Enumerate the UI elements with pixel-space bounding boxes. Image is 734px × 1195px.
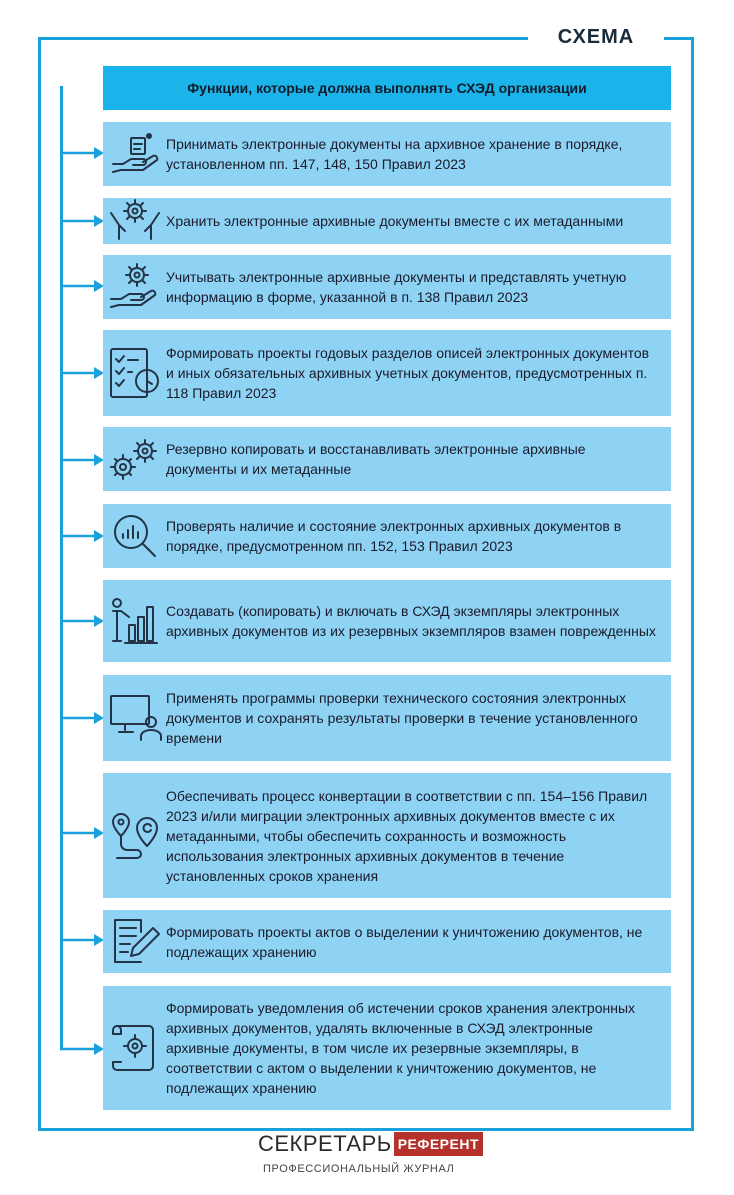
diagram-header: Функции, которые должна выполнять СХЭД организации bbox=[103, 66, 671, 110]
function-item-5 bbox=[103, 427, 671, 491]
connector-arrow-7 bbox=[60, 614, 104, 628]
document-pen-icon bbox=[105, 912, 165, 972]
function-item-2 bbox=[103, 198, 671, 244]
logo-referent: РЕФЕРЕНТ bbox=[394, 1132, 483, 1156]
function-text-2: Хранить электронные архивные документы вместе с их метаданными bbox=[166, 213, 624, 229]
schema-label: СХЕМА bbox=[528, 22, 664, 52]
connector-arrow-10 bbox=[60, 933, 104, 947]
connector-trunk bbox=[60, 86, 63, 1049]
function-text-4: Формировать проекты годовых разделов описей электронных документов и иных обязательных архивных учетных документов, предусмотренных п. 118 Правил 2023 bbox=[166, 345, 650, 401]
function-item-4 bbox=[103, 330, 671, 416]
hand-gear-icon bbox=[105, 257, 165, 317]
magnifier-chart-icon bbox=[105, 506, 165, 566]
logo-sekretar: СЕКРЕТАРЬ bbox=[258, 1131, 392, 1156]
connector-arrow-6 bbox=[60, 529, 104, 543]
hands-gear-icon bbox=[105, 191, 165, 251]
function-text-11: Формировать уведомления об истечении сроков хранения электронных архивных документов, удалять включенные в СХЭД электронные архивные документы, в том числе их резервные экземпляры, в соответствии с актом о выделении к уничтожению документов, не подлежащих хранению bbox=[166, 1000, 635, 1096]
route-pins-icon bbox=[105, 806, 165, 866]
gears-icon bbox=[105, 429, 165, 489]
connector-arrow-2 bbox=[60, 214, 104, 228]
hand-document-icon bbox=[105, 124, 165, 184]
function-text-6: Проверять наличие и состояние электронных архивных документов в порядке, предусмотренном пп. 152, 153 Правил 2023 bbox=[166, 518, 622, 554]
function-item-1 bbox=[103, 122, 671, 186]
function-text-5: Резервно копировать и восстанавливать электронные архивные документы и их метаданные bbox=[166, 441, 586, 477]
function-item-9 bbox=[103, 773, 671, 898]
function-item-8 bbox=[103, 675, 671, 761]
function-item-10 bbox=[103, 910, 671, 973]
connector-arrow-9 bbox=[60, 826, 104, 840]
connector-arrow-5 bbox=[60, 453, 104, 467]
function-text-7: Создавать (копировать) и включать в СХЭД экземпляры электронных архивных документов из их резервных экземпляров взамен поврежденных bbox=[166, 603, 656, 639]
connector-arrow-3 bbox=[60, 279, 104, 293]
function-text-1: Принимать электронные документы на архивное хранение в порядке, установленном пп. 147, 148, 150 Правил 2023 bbox=[166, 136, 623, 172]
connector-arrow-11 bbox=[60, 1042, 104, 1056]
checklist-clock-icon bbox=[105, 343, 165, 403]
function-text-10: Формировать проекты актов о выделении к уничтожению документов, не подлежащих хранению bbox=[166, 923, 643, 960]
function-item-11 bbox=[103, 986, 671, 1110]
publisher-logo bbox=[258, 1132, 483, 1156]
function-text-3: Учитывать электронные архивные документы и представлять учетную информацию в форме, указанной в п. 138 Правил 2023 bbox=[166, 269, 627, 305]
function-text-9: Обеспечивать процесс конвертации в соответствии с пп. 154–156 Правил 2023 и/или миграции электронных архивных документов вместе с их метаданными, чтобы обеспечить сохранность и возможность использования электронных архивных документов в течение установленных сроков хранения bbox=[166, 787, 648, 884]
monitor-person-icon bbox=[105, 688, 165, 748]
presenter-chart-icon bbox=[105, 591, 165, 651]
function-item-3 bbox=[103, 255, 671, 319]
connector-arrow-1 bbox=[60, 146, 104, 160]
function-item-6 bbox=[103, 504, 671, 568]
function-item-7 bbox=[103, 580, 671, 662]
function-text-8: Применять программы проверки технического состояния электронных документов и сохранять результаты проверки в течение установленного времени bbox=[166, 690, 638, 746]
scroll-gear-icon bbox=[105, 1018, 165, 1078]
connector-arrow-4 bbox=[60, 366, 104, 380]
logo-subtitle: ПРОФЕССИОНАЛЬНЫЙ ЖУРНАЛ bbox=[263, 1163, 455, 1175]
connector-arrow-8 bbox=[60, 711, 104, 725]
